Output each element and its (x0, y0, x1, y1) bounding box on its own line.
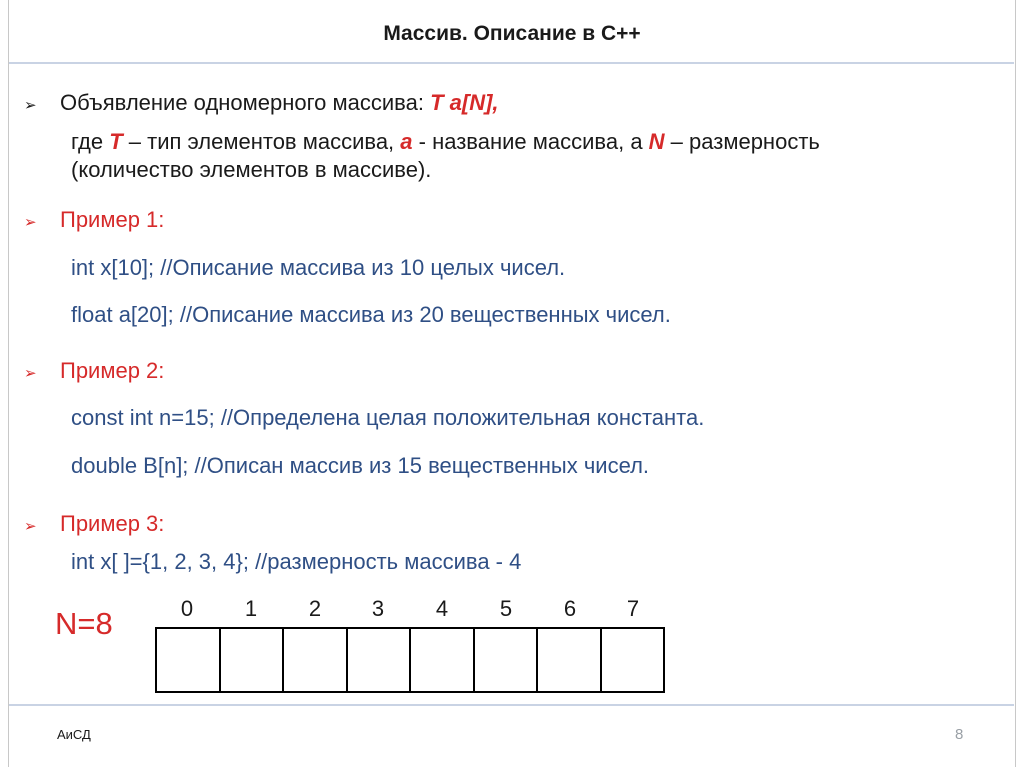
header-divider (9, 62, 1014, 64)
array-size-label: N=8 (55, 606, 113, 641)
desc-part: где (71, 129, 110, 154)
array-index: 3 (371, 596, 385, 621)
description-line-2: (количество элементов в массиве). (71, 157, 432, 182)
desc-N: N (648, 129, 665, 154)
example-2-heading: Пример 2: (60, 358, 165, 383)
example-1-line-1: int x[10]; //Описание массива из 10 целых чисел. (71, 255, 566, 280)
array-index: 5 (499, 596, 513, 621)
array-cell (157, 629, 221, 691)
footer-label: АиСД (57, 727, 91, 742)
array-index: 2 (308, 596, 322, 621)
array-index: 1 (244, 596, 258, 621)
example-1-heading: Пример 1: (60, 207, 165, 232)
example-3-line-1: int x[ ]={1, 2, 3, 4}; //размерность массива - 4 (71, 549, 522, 574)
bullet-icon: ➢ (24, 518, 37, 535)
desc-part: – размерность (664, 129, 820, 154)
array-index: 0 (180, 596, 194, 621)
page-number: 8 (955, 726, 964, 743)
desc-T: T (109, 129, 123, 154)
array-cells (155, 627, 665, 693)
description-line-1 (71, 129, 820, 155)
array-index: 4 (435, 596, 449, 621)
array-index: 6 (563, 596, 577, 621)
array-cell (475, 629, 539, 691)
array-index: 7 (626, 596, 640, 621)
desc-part: – тип элементов массива, (122, 129, 401, 154)
array-cell (538, 629, 602, 691)
slide-title: Массив. Описание в С++ (383, 22, 641, 45)
array-cell (221, 629, 285, 691)
array-cell (284, 629, 348, 691)
array-cell (411, 629, 475, 691)
bullet-icon: ➢ (24, 214, 37, 231)
example-1-line-2: float a[20]; //Описание массива из 20 вещественных чисел. (71, 302, 671, 327)
declaration-syntax: T a[N], (430, 90, 499, 115)
example-2-line-2: double B[n]; //Описан массив из 15 вещественных чисел. (71, 453, 650, 478)
desc-a: а (400, 129, 413, 154)
declaration-line (60, 90, 499, 116)
declaration-text: Объявление одномерного массива: (60, 90, 431, 115)
bullet-icon: ➢ (24, 365, 37, 382)
example-3-heading: Пример 3: (60, 511, 165, 536)
array-cell (348, 629, 412, 691)
bullet-icon: ➢ (24, 97, 37, 114)
example-2-line-1: const int n=15; //Определена целая положительная константа. (71, 405, 705, 430)
desc-part: - название массива, а (412, 129, 649, 154)
array-cell (602, 629, 664, 691)
footer-divider (9, 704, 1014, 706)
